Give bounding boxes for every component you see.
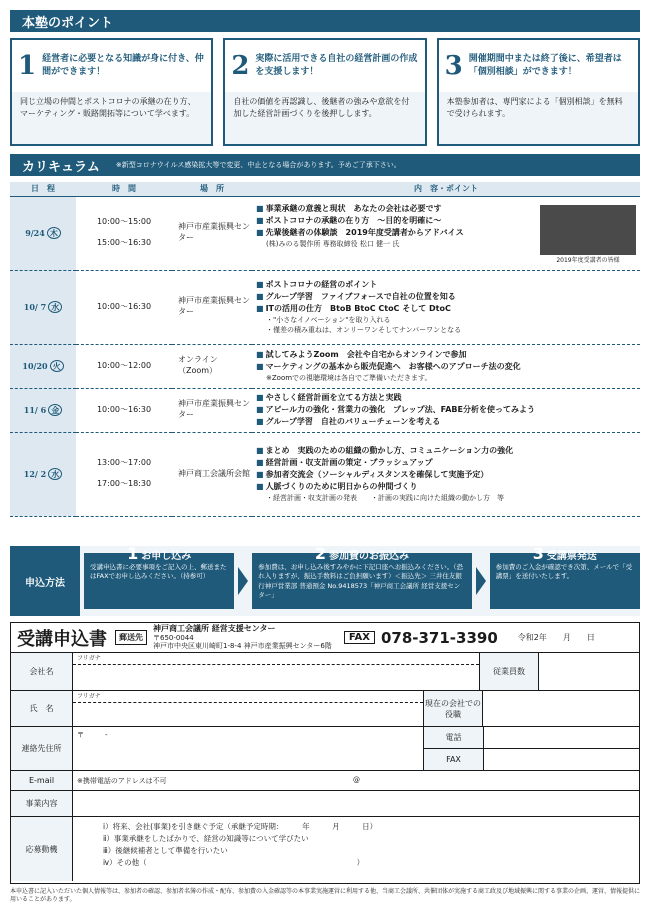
point-head bbox=[439, 40, 638, 92]
session-content bbox=[252, 388, 640, 432]
fax-number: 078-371-3390 bbox=[380, 628, 498, 647]
name-row bbox=[11, 691, 639, 727]
col-date: 日 程 bbox=[10, 182, 76, 196]
session-row bbox=[10, 432, 640, 516]
session-row bbox=[10, 270, 640, 344]
furigana-label: フリガナ bbox=[73, 691, 423, 703]
employees-label: 従業員数 bbox=[479, 653, 539, 690]
business-row bbox=[11, 791, 639, 817]
session-row bbox=[10, 196, 640, 270]
curriculum-header-row bbox=[10, 182, 640, 196]
session-times bbox=[76, 344, 172, 388]
form-header bbox=[11, 623, 639, 653]
session-place: オンライン（Zoom） bbox=[172, 344, 252, 388]
session-date bbox=[10, 432, 76, 516]
step-num: 2 bbox=[314, 544, 327, 563]
step-title: 参加費のお振込み bbox=[329, 551, 410, 562]
motive-option[interactable]: ⅳ）その他（ ） bbox=[103, 858, 365, 867]
position-label: 現在の会社での役職 bbox=[423, 691, 483, 726]
session-topic: ■ アピール力の強化・営業力の強化 プレップ法、FABE分析を使ってみよう bbox=[256, 404, 640, 416]
session-times bbox=[76, 196, 172, 270]
session-place: 神戸市産業振興センター bbox=[172, 270, 252, 344]
name-label: 氏 名 bbox=[11, 691, 73, 726]
contact-label: 連絡先住所 bbox=[11, 727, 73, 770]
date-text: 9/24 bbox=[25, 227, 45, 238]
col-time: 時 間 bbox=[76, 182, 172, 196]
position-field[interactable] bbox=[483, 691, 639, 726]
session-subnote: ・僅差の積み重ねは、オンリーワンそしてナンバーワンとなる bbox=[266, 326, 462, 334]
fax-label: FAX bbox=[344, 631, 375, 644]
org-block bbox=[153, 624, 332, 650]
session-time: 10:00〜16:30 bbox=[96, 404, 152, 414]
application-form bbox=[10, 622, 640, 884]
curriculum-title: カリキュラム bbox=[22, 159, 100, 175]
session-content bbox=[252, 344, 640, 388]
session-topic: ■ やさしく経営計画を立てる方法と実践 bbox=[256, 392, 640, 404]
session-topic: ■ 事業承継の意義と現状 あなたの会社は必要です bbox=[256, 203, 640, 215]
session-time: 10:00〜16:30 bbox=[96, 301, 152, 311]
step-body: 参加費は、お申し込み後すみやかに下記口座へお振込みください。（恐れ入りますが、振込手数料はご負担願います）＜振込先＞ 三井住友銀行神戸営業部 普通預金 No.9418573「神戸商工会議所 経営支援センター」 bbox=[258, 563, 464, 600]
point-card bbox=[437, 38, 640, 146]
points-title: 本塾のポイント bbox=[22, 15, 114, 31]
weekday-badge: 金 bbox=[48, 404, 62, 416]
company-field[interactable] bbox=[73, 653, 479, 690]
point-number: 3 bbox=[444, 51, 463, 81]
col-content: 内 容・ポイント bbox=[252, 182, 640, 196]
tel-fax-labels bbox=[423, 727, 483, 770]
curriculum-note: ※新型コロナウイルス感染拡大等で変更、中止となる場合があります。予めご了承下さい。 bbox=[115, 161, 401, 169]
session-row bbox=[10, 344, 640, 388]
session-topic: ■ ポストコロナの承継の在り方 〜目的を明確に〜 bbox=[256, 215, 640, 227]
session-date bbox=[10, 270, 76, 344]
at-sign: @ bbox=[353, 776, 360, 784]
session-topic: ■ ITの活用の仕方 BtoB BtoC CtoC そして DtoC bbox=[256, 303, 640, 315]
col-place: 場 所 bbox=[172, 182, 252, 196]
furigana-label: フリガナ bbox=[73, 653, 479, 665]
session-times bbox=[76, 388, 172, 432]
apply-section bbox=[10, 546, 640, 616]
form-title: 受講申込書 bbox=[17, 628, 107, 650]
org-name: 神戸商工会議所 経営支援センター bbox=[153, 624, 276, 634]
session-content bbox=[252, 432, 640, 516]
tel-label: 電話 bbox=[424, 727, 483, 749]
business-label: 事業内容 bbox=[11, 791, 73, 816]
date-text: 11/ 6 bbox=[23, 404, 47, 415]
form-date: 令和2年 月 日 bbox=[517, 633, 595, 642]
session-topic: ■ 経営計画・収支計画の策定・ブラッシュアップ bbox=[256, 457, 640, 469]
apply-step-1 bbox=[84, 544, 234, 609]
apply-step-2 bbox=[252, 544, 471, 609]
motive-row bbox=[11, 817, 639, 881]
points-header bbox=[10, 10, 640, 32]
fax-field[interactable] bbox=[484, 749, 639, 770]
point-title: 実際に活用できる自社の経営計画の作成を支援します！ bbox=[255, 53, 418, 77]
point-title: 経営者に必要となる知識が身に付き、仲間ができます！ bbox=[42, 53, 204, 77]
step-title: お申し込み bbox=[141, 551, 192, 562]
email-note: ※携帯電話のアドレスは不可 bbox=[77, 777, 167, 785]
motive-option[interactable]: ⅱ）事業承継をしたばかりで、経営の知識等について学びたい bbox=[103, 834, 309, 843]
point-body: 本塾参加者は、専門家による「個別相談」を無料で受けられます。 bbox=[446, 97, 623, 119]
org-address: 神戸市中央区東川崎町1-8-4 神戸市産業振興センター6階 bbox=[153, 642, 332, 651]
session-subnote: ・経営計画・収支計画の発表 ・計画の実践に向けた組織の動かし方 等 bbox=[266, 493, 504, 502]
session-subnote: (株)みのる製作所 専務取締役 松口 健一 氏 bbox=[266, 239, 400, 248]
point-head bbox=[12, 40, 211, 92]
address-field[interactable] bbox=[73, 727, 423, 770]
date-text: 10/20 bbox=[22, 360, 48, 371]
points-section bbox=[10, 38, 640, 146]
session-place: 神戸市産業振興センター bbox=[172, 388, 252, 432]
session-date bbox=[10, 196, 76, 270]
session-time: 13:00〜17:00 bbox=[96, 458, 152, 468]
group-photo bbox=[540, 205, 636, 255]
point-card bbox=[10, 38, 213, 146]
session-topic: ■ 先輩後継者の体験談 2019年度受講者からアドバイス bbox=[256, 227, 640, 239]
session-topic: ■ グループ学習 ファイブフォースで自社の位置を知る bbox=[256, 291, 640, 303]
point-card bbox=[223, 38, 426, 146]
company-row bbox=[11, 653, 639, 691]
point-body: 自社の価値を再認識し、後継者の強みや意欲を付加した経営計画づくりを後押しします。 bbox=[233, 97, 410, 119]
motive-options bbox=[73, 817, 639, 881]
session-times bbox=[76, 432, 172, 516]
session-topic: ■ グループ学習 自社のバリューチェーンを考える bbox=[256, 416, 640, 428]
session-topic: ■ マーケティングの基本から販売促進へ お客様へのアプローチ法の変化 bbox=[256, 361, 640, 373]
point-body: 同じ立場の仲間とポストコロナの承継の在り方、マーケティング・販路開拓等について学べます。 bbox=[20, 97, 196, 119]
company-label: 会社名 bbox=[11, 653, 73, 690]
step-body: 受講申込書に必要事項をご記入の上、郵送またはFAXでお申し込みください。（持参可） bbox=[90, 563, 227, 581]
step-body: 参加費のご入金が確認でき次第、メールで「受講票」を送付いたします。 bbox=[495, 563, 633, 581]
point-title: 開催期間中または終了後に、希望者は「個別相談」ができます！ bbox=[468, 53, 622, 77]
motive-label: 応募動機 bbox=[11, 817, 73, 881]
session-time: 15:00〜16:30 bbox=[96, 238, 152, 247]
session-time: 10:00〜15:00 bbox=[96, 217, 152, 227]
session-subnote: ※Zoomでの視聴環境は各自でご準備いただきます。 bbox=[266, 373, 432, 382]
session-topic: ■ 参加者交流会（ソーシャルディスタンスを確保して実施予定） bbox=[256, 469, 640, 481]
motive-option[interactable]: ⅲ）後継候補者として準備を行いたい bbox=[103, 846, 228, 855]
weekday-badge: 木 bbox=[47, 227, 61, 239]
curriculum-table bbox=[10, 182, 640, 517]
session-subnote: ・"小さなイノベーション"を取り入れる bbox=[266, 315, 391, 324]
date-text: 10/ 7 bbox=[23, 301, 47, 312]
curriculum-header bbox=[10, 154, 640, 176]
email-label: E-mail bbox=[11, 771, 73, 790]
weekday-badge: 水 bbox=[48, 468, 62, 480]
step-num: 3 bbox=[532, 544, 544, 563]
motive-option[interactable]: ⅰ）将来、会社(事業)を引き継ぐ予定（承継予定時期： 年 月 日） bbox=[103, 822, 378, 831]
email-field[interactable] bbox=[73, 771, 639, 790]
apply-step-3 bbox=[490, 544, 640, 609]
tel-fax-values bbox=[483, 727, 639, 770]
point-number: 1 bbox=[18, 51, 37, 81]
contact-row bbox=[11, 727, 639, 771]
session-date bbox=[10, 388, 76, 432]
session-topic: ■ ポストコロナの経営のポイント bbox=[256, 279, 640, 291]
session-topic: ■ 人脈づくりのために明日からの仲間づくり bbox=[256, 481, 640, 493]
session-row bbox=[10, 388, 640, 432]
employees-field[interactable] bbox=[539, 653, 639, 690]
session-date bbox=[10, 344, 76, 388]
point-number: 2 bbox=[231, 51, 250, 81]
arrow-icon bbox=[238, 567, 248, 595]
session-place: 神戸市産業振興センター bbox=[172, 196, 252, 270]
session-time: 10:00〜12:00 bbox=[96, 360, 152, 370]
business-field[interactable] bbox=[73, 791, 639, 816]
session-times bbox=[76, 270, 172, 344]
email-row bbox=[11, 771, 639, 791]
postal-prefix: 〒 - bbox=[77, 731, 108, 739]
date-text: 12/ 2 bbox=[23, 468, 47, 479]
photo-caption: 2019年度受講者の皆様 bbox=[556, 256, 620, 264]
step-title: 受講票発送 bbox=[546, 551, 597, 562]
apply-label: 申込方法 bbox=[10, 546, 80, 616]
session-content bbox=[252, 270, 640, 344]
point-head bbox=[225, 40, 424, 92]
session-topic: ■ 試してみようZoom 会社や自宅からオンラインで参加 bbox=[256, 349, 640, 361]
session-time: 17:00〜18:30 bbox=[96, 479, 152, 488]
weekday-badge: 火 bbox=[50, 360, 64, 372]
send-to-badge: 郵送先 bbox=[115, 630, 147, 645]
session-content bbox=[252, 196, 640, 270]
tel-field[interactable] bbox=[484, 727, 639, 749]
session-place: 神戸商工会議所会館 bbox=[172, 432, 252, 516]
arrow-icon bbox=[476, 567, 486, 595]
name-field[interactable] bbox=[73, 691, 423, 726]
weekday-badge: 水 bbox=[48, 301, 62, 313]
fax-field-label: FAX bbox=[424, 749, 483, 770]
step-num: 1 bbox=[127, 544, 139, 563]
privacy-footnote: 本申込書に記入いただいた個人情報等は、参加者の確認、参加者名簿の作成・配布、参加費の入金確認等の本事業実施運営に利用する他、当商工会議所、共催団体が実施する商工政及び地域振興に関する事業の企画、運営、情報提供に用いることがあります。 bbox=[10, 888, 641, 904]
session-topic: ■ まとめ 実践のための組織の動かし方、コミュニケーション力の強化 bbox=[256, 445, 640, 457]
org-zip: 〒650-0044 bbox=[153, 633, 194, 642]
